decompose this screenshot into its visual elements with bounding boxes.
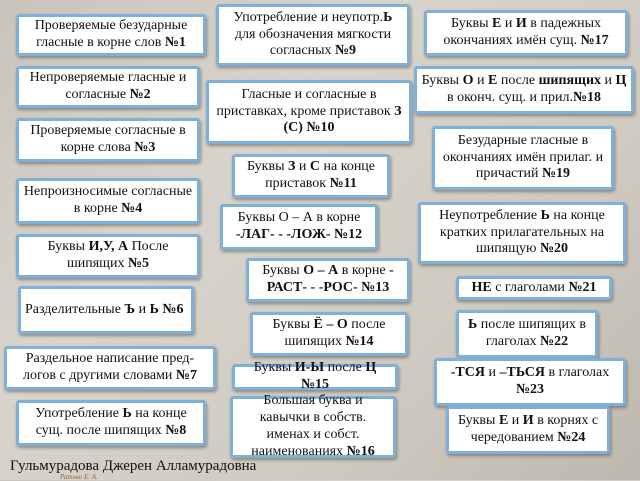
rule-text-run: и	[501, 16, 516, 32]
rule-text-run: И	[522, 413, 534, 429]
rule-text-run: - РАСТ- - -РОС- №13	[266, 263, 394, 295]
rule-text-run: Ц	[365, 360, 377, 376]
rule-text-run: Ь	[122, 406, 132, 422]
rule-text-run: с глаголами	[491, 279, 569, 295]
rule-text-run: и	[601, 73, 616, 89]
rule-text-run: Буквы	[421, 73, 463, 89]
rule-tile-1[interactable]	[16, 14, 206, 56]
rule-tile-17[interactable]	[424, 10, 628, 56]
rule-text-run: №3	[134, 140, 156, 155]
rule-text-run: №18	[572, 90, 602, 105]
rule-text-run: Ь	[540, 207, 550, 223]
rule-text-run: №6	[162, 301, 184, 317]
rule-tile-5[interactable]	[16, 234, 200, 278]
rule-tile-text	[237, 393, 389, 460]
rule-tile-text	[227, 210, 371, 244]
rule-text-run: Ь	[383, 9, 393, 25]
rule-text-run: Буквы	[47, 239, 89, 255]
rule-tile-text	[23, 239, 193, 273]
rule-tile-text	[471, 280, 596, 297]
rule-text-run: Ъ	[124, 301, 136, 317]
rule-text-run: Ё – О	[313, 317, 348, 333]
rule-text-run: после	[497, 73, 539, 89]
rule-text-run: Е	[487, 73, 498, 89]
rule-text-run: З	[288, 159, 296, 175]
rule-text-run: для обозначения мягкости согласных	[234, 26, 392, 59]
rule-text-run: Е	[498, 413, 509, 429]
rule-text-run: в глаголах	[544, 365, 610, 381]
rule-text-run: -ЛАГ- - -ЛОЖ- №12	[235, 227, 363, 242]
rule-tile-13[interactable]	[246, 258, 410, 302]
rule-text-run: Безударные гласные в окончаниях имён прилаг. и причастий	[442, 132, 604, 182]
rule-tile-19[interactable]	[432, 126, 614, 190]
watermark-text: Ратько Е. А.	[60, 473, 98, 481]
rule-text-run: №20	[539, 241, 569, 257]
rule-text-run: О – А	[303, 263, 339, 279]
rule-text-run: и	[295, 159, 310, 175]
rule-text-run: №22	[540, 334, 569, 349]
rule-text-run: после	[324, 360, 366, 376]
rule-tile-3[interactable]	[16, 118, 200, 162]
rule-tile-text	[253, 263, 403, 297]
rule-text-run: №17	[580, 33, 609, 48]
rule-tile-14[interactable]	[250, 312, 408, 356]
rule-text-run: Непроизносимые согласные в корне	[23, 184, 193, 216]
rule-text-run: Буквы	[262, 263, 304, 279]
rule-tile-6[interactable]	[18, 286, 194, 334]
rule-tile-21[interactable]	[456, 276, 612, 300]
rule-text-run: Буквы	[246, 159, 288, 175]
rule-tile-8[interactable]	[16, 400, 206, 446]
rule-text-run: Буквы	[451, 16, 493, 32]
rule-text-run: №11	[329, 176, 357, 191]
rule-text-run: в корнях с чередованием	[470, 413, 599, 445]
rule-tile-text	[23, 406, 199, 440]
rule-text-run: и	[508, 413, 523, 429]
author-name: Гульмурадова Джерен Алламурадовна	[10, 458, 257, 474]
rule-tile-text	[453, 413, 603, 447]
rule-tile-18[interactable]	[414, 66, 634, 114]
rule-tile-12[interactable]	[220, 204, 378, 250]
rule-text-run: на конце кратких прилагательных на шипящую	[439, 207, 605, 257]
rule-text-run: Употребление	[35, 406, 123, 422]
rule-tile-text	[425, 208, 619, 258]
rule-text-run: №7	[175, 368, 197, 383]
rule-text-run: Раздельное написание пред-логов с другими словами	[23, 351, 195, 383]
rule-text-run: Большая буква и кавычки в собств. именах и собст. наименованиях	[251, 393, 367, 459]
rule-text-run: З (С) №10	[283, 103, 402, 136]
rule-text-run: И,У, А	[88, 239, 129, 255]
rule-text-run: Употребление и неупотр.	[233, 9, 384, 25]
rule-tile-24[interactable]	[446, 406, 610, 454]
rule-text-run: Буквы О – А в корне	[237, 210, 361, 226]
rule-tile-23[interactable]	[434, 358, 626, 406]
rule-tile-10[interactable]	[206, 80, 412, 144]
rule-text-run: после шипящих в глаголах	[477, 317, 587, 349]
rule-tile-20[interactable]	[418, 202, 626, 264]
rule-tile-text	[23, 18, 199, 52]
rule-text-run: №14	[345, 334, 374, 349]
rule-text-run: №2	[129, 87, 151, 102]
rule-tile-22[interactable]	[456, 310, 598, 358]
rule-text-run: Гласные и согласные в приставках, кроме приставок	[216, 86, 395, 119]
rule-text-run: на конце сущ. после шипящих	[35, 406, 187, 438]
rule-tile-text	[23, 184, 193, 218]
rule-text-run: №19	[541, 166, 571, 182]
rule-tile-text	[23, 70, 193, 104]
rule-text-run: Проверяемые согласные в корне слова	[30, 123, 186, 155]
rule-tile-16[interactable]	[230, 393, 396, 459]
rule-text-run: на конце приставок	[265, 159, 376, 191]
rule-text-run: №24	[557, 430, 586, 445]
rule-text-run: Проверяемые безударные гласные в корне слов	[34, 18, 188, 50]
rule-tile-text	[11, 351, 209, 385]
rule-tile-text	[441, 365, 619, 399]
rule-text-run: №1	[164, 35, 186, 50]
rule-tile-text	[421, 73, 627, 107]
rule-text-run: в оконч. сущ. и прил.	[446, 90, 573, 105]
rule-tile-7[interactable]	[4, 346, 216, 390]
rule-text-run: №4	[121, 201, 143, 216]
rule-text-run: Е	[492, 16, 502, 32]
rule-tile-text	[463, 317, 591, 351]
rule-text-run: после шипящих	[284, 317, 386, 349]
rule-tile-9[interactable]	[216, 4, 410, 66]
rule-tile-15[interactable]	[232, 360, 398, 392]
rule-tile-text	[223, 10, 403, 60]
rule-text-run: №9	[334, 43, 357, 59]
rule-text-run: Непроверяемые гласные и согласные	[29, 70, 187, 102]
rule-text-run: Неупотребление	[439, 207, 541, 223]
rule-text-run: и	[485, 365, 500, 381]
rule-text-run: №5	[127, 256, 150, 271]
rule-text-run: и	[473, 73, 488, 89]
rule-text-run: -ТСЯ	[450, 365, 485, 381]
rule-text-run: Ь	[149, 301, 159, 317]
rule-text-run: О	[462, 73, 474, 89]
rule-text-run: №8	[165, 423, 187, 438]
rule-tile-4[interactable]	[16, 178, 200, 224]
rule-text-run: Разделительные	[25, 301, 125, 317]
rule-tile-text	[439, 133, 607, 183]
rule-tile-text	[239, 360, 391, 394]
rule-tile-text	[213, 87, 405, 137]
rule-text-run: в корне	[338, 263, 390, 279]
rule-text-run: №21	[568, 279, 597, 295]
rule-tile-text	[431, 16, 621, 50]
rule-text-run: После шипящих	[66, 239, 169, 271]
rule-text-run: №15	[300, 377, 330, 392]
rule-text-run: в падежных окончаниях имён сущ.	[443, 16, 601, 48]
rule-text-run: №16	[346, 443, 375, 459]
rule-text-run: Буквы	[457, 413, 499, 429]
rule-text-run: С	[309, 159, 321, 175]
rule-text-run: шипящих	[538, 73, 602, 89]
rule-text-run: №23	[515, 382, 545, 397]
rule-text-run: Ц	[615, 73, 627, 89]
rule-tile-text	[239, 159, 383, 193]
rule-text-run: НЕ	[471, 279, 492, 295]
rule-text-run: и	[135, 301, 150, 317]
rule-text-run: Ь	[467, 317, 478, 333]
rule-tile-11[interactable]	[232, 154, 390, 198]
rule-tile-2[interactable]	[16, 66, 200, 108]
rule-tile-text	[23, 123, 193, 157]
rule-text-run: И-Ы	[294, 360, 325, 376]
rule-tile-text	[257, 317, 401, 351]
rule-text-run: Буквы	[272, 317, 314, 333]
rule-tile-text	[25, 302, 183, 319]
rule-text-run: Буквы	[253, 360, 295, 376]
rule-text-run: И	[515, 16, 527, 32]
rule-text-run: –ТЬСЯ	[499, 365, 545, 381]
